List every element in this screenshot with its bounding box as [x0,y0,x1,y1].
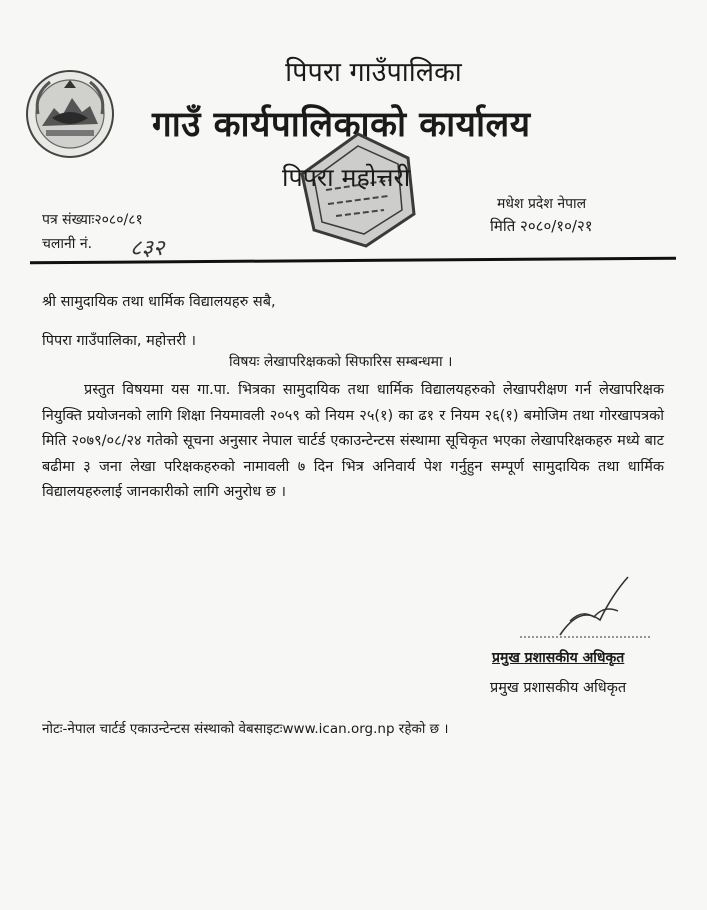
recipient-address: पिपरा गाउँपालिका, महोत्तरी । [42,333,197,349]
letter-number: पत्र संख्याः२०८०/८१ [42,212,143,228]
province: मधेश प्रदेश नेपाल [497,196,587,212]
header-divider [30,257,676,265]
subject-line: विषयः लेखापरिक्षकको सिफारिस सम्बन्धमा । [229,354,453,370]
signatory-title: प्रमुख प्रशासकीय अधिकृत [490,680,627,696]
office-title: गाउँ कार्यपालिकाको कार्यालय [152,105,531,145]
signatory-stamp-name: प्रमुख प्रशासकीय अधिकृत [492,650,625,666]
recipient: श्री सामुदायिक तथा धार्मिक विद्यालयहरु सबै, [42,294,276,310]
letter-body: प्रस्तुत विषयमा यस गा.पा. भित्रका सामुदायिक तथा धार्मिक विद्यालयहरुको लेखापरीक्षण गर्न लेखापरिक्षक नियुक्ति प्रयोजनको लागि शिक्षा नियमावली २०५९ को नियम २५(१) का ढ१ र नियम २६(१) बमोजिम तथा गोरखापत्रको मिति २०७९/०८/२४ गतेको सूचना अनुसार नेपाल चार्टर्ड एकाउन्टेन्टस संस्थामा सूचिकृत भएका लेखापरिक्षकहरु मध्ये बाट बढीमा ३ जना लेखा परिक्षकहरुको नामावली ७ दिन भित्र अनिवार्य पेश गर्नुहुन सम्पूर्ण सामुदायिक तथा धार्मिक विद्यालयहरुलाई जानकारीको लागि अनुरोध छ । [42,382,664,500]
footer-note: नोटः-नेपाल चार्टर्ड एकाउन्टेन्टस संस्थाको वेबसाइटःwww.ican.org.np रहेको छ । [42,721,449,737]
chalani-number: ८३२ [130,236,165,261]
letter-date: मिति २०८०/१०/२१ [490,217,593,235]
municipality-name: पिपरा गाउँपालिका [285,57,462,88]
chalani-label: चलानी नं. [42,236,93,252]
office-location: पिपरा महोत्तरी [282,163,411,192]
